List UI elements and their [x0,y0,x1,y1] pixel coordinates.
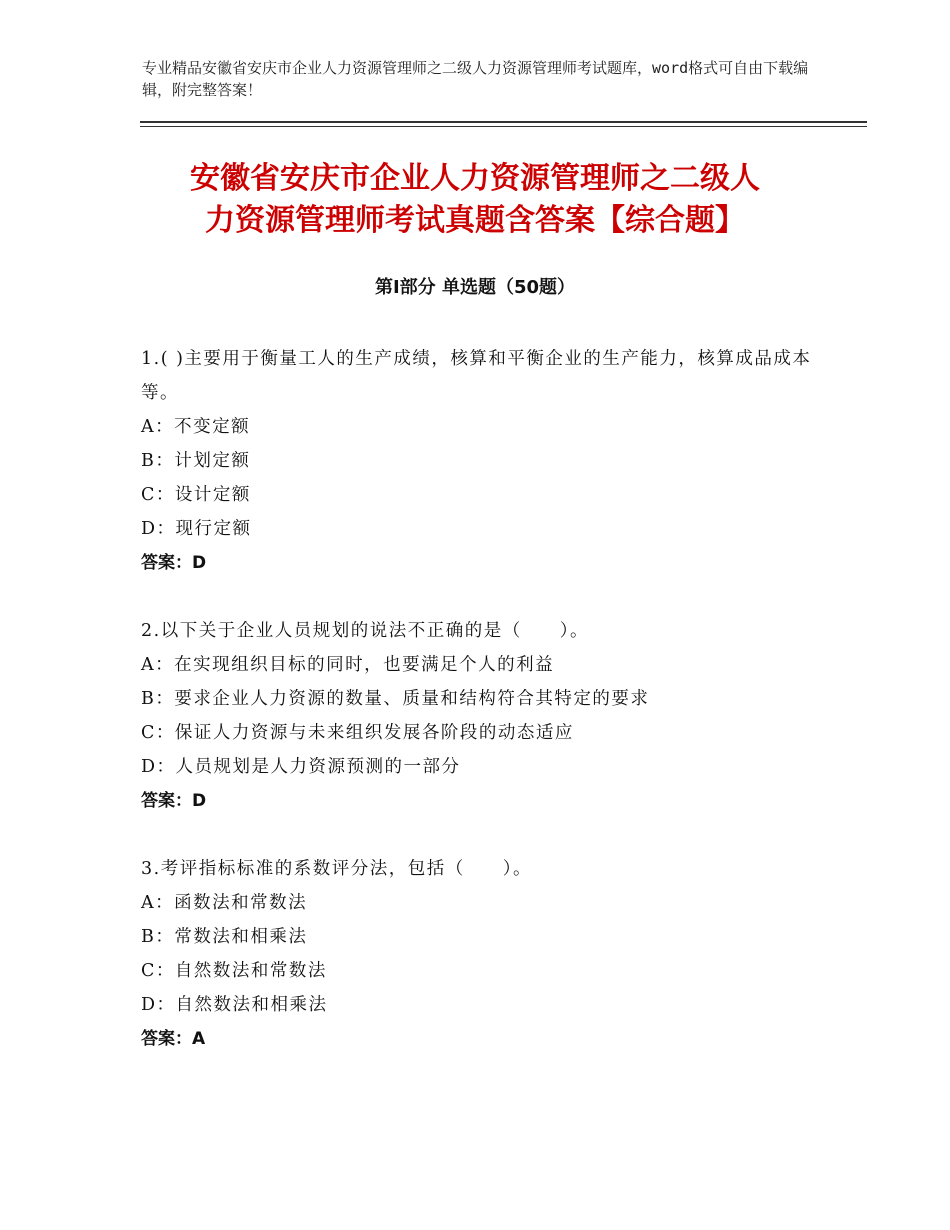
option-a: A：在实现组织目标的同时，也要满足个人的利益 [141,655,555,675]
answer-label: 答案：D [141,553,207,573]
document-title [120,158,830,242]
option-d: D：人员规划是人力资源预测的一部分 [141,757,461,777]
header-rule-thick [140,121,867,123]
option-b: B：计划定额 [141,451,251,471]
option-d: D：自然数法和相乘法 [141,995,328,1015]
header-rule-thin [140,126,867,127]
header-note: 专业精品安徽省安庆市企业人力资源管理师之二级人力资源管理师考试题库，word格式可自由下载编辑，附完整答案！ [142,59,809,99]
option-a: A：不变定额 [141,417,251,437]
section-heading: 第Ⅰ部分 单选题（50题） [374,277,575,298]
option-a: A：函数法和常数法 [141,893,308,913]
option-c: C：保证人力资源与未来组织发展各阶段的动态适应 [141,723,574,743]
option-c: C：设计定额 [141,485,251,505]
question-stem: 3.考评指标标准的系数评分法，包括（ ）。 [141,859,532,879]
document-title-line-1: 安徽省安庆市企业人力资源管理师之二级人 [190,161,760,196]
option-c: C：自然数法和常数法 [141,961,327,981]
question-3 [141,852,821,1056]
question-stem: 2.以下关于企业人员规划的说法不正确的是（ ）。 [141,621,589,641]
document-title-line-2: 力资源管理师考试真题含答案【综合题】 [205,203,745,238]
answer-label: 答案：A [141,1029,206,1049]
option-d: D：现行定额 [141,519,252,539]
option-b: B：常数法和相乘法 [141,927,308,947]
question-1 [141,342,821,580]
answer-label: 答案：D [141,791,207,811]
option-b: B：要求企业人力资源的数量、质量和结构符合其特定的要求 [141,689,650,709]
question-list [141,342,821,1090]
question-2 [141,614,821,818]
question-stem: 1.( )主要用于衡量工人的生产成绩，核算和平衡企业的生产能力，核算成品成本等。 [141,349,812,403]
